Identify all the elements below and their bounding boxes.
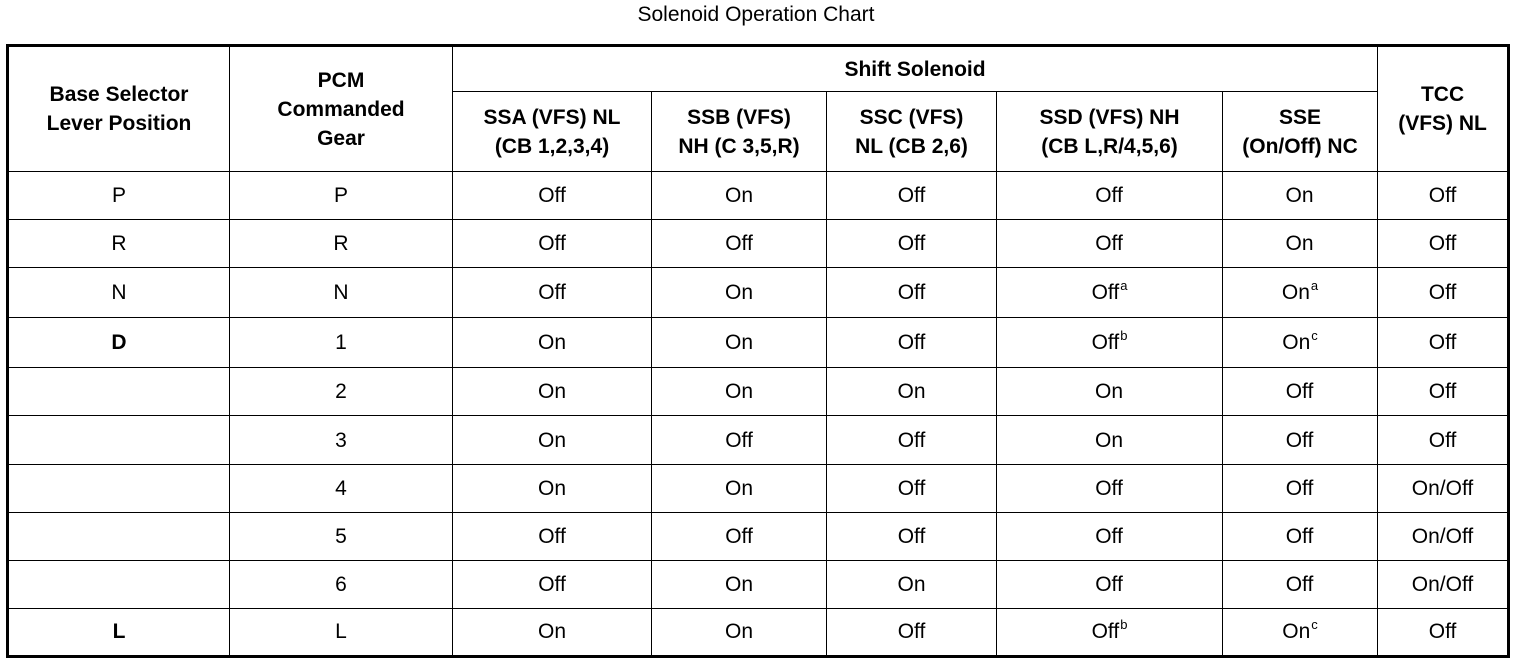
cell-sse-value: On bbox=[1282, 331, 1311, 355]
header-sse-line1: SSE bbox=[1279, 105, 1322, 129]
header-ssb bbox=[652, 92, 827, 172]
cell-gear: 6 bbox=[230, 560, 453, 608]
cell-tcc: Off bbox=[1378, 318, 1509, 368]
cell-ssc: On bbox=[827, 560, 997, 608]
header-sse-line2: (On/Off) NC bbox=[1242, 134, 1358, 158]
cell-ssd bbox=[997, 318, 1223, 368]
cell-selector: L bbox=[8, 608, 230, 656]
cell-selector bbox=[8, 560, 230, 608]
cell-ssb: On bbox=[652, 268, 827, 318]
cell-sse bbox=[1223, 318, 1378, 368]
cell-ssc: On bbox=[827, 368, 997, 416]
header-sse bbox=[1223, 92, 1378, 172]
cell-sse-value: Off bbox=[1285, 524, 1314, 548]
cell-ssc: Off bbox=[827, 512, 997, 560]
table-row bbox=[8, 268, 1509, 318]
header-tcc-line1: TCC bbox=[1420, 83, 1465, 106]
cell-sse bbox=[1223, 172, 1378, 220]
cell-sse-footnote: a bbox=[1310, 278, 1319, 294]
header-ssc bbox=[827, 92, 997, 172]
chart-title: Solenoid Operation Chart bbox=[637, 3, 875, 26]
cell-ssa: On bbox=[453, 368, 652, 416]
cell-ssc: Off bbox=[827, 464, 997, 512]
header-ssa-line1: SSA (VFS) NL bbox=[483, 105, 621, 129]
cell-gear: R bbox=[230, 220, 453, 268]
cell-sse-value: Off bbox=[1285, 572, 1314, 596]
header-base-selector-line1: Base Selector bbox=[49, 83, 189, 106]
cell-ssa: On bbox=[453, 416, 652, 464]
cell-tcc: On/Off bbox=[1378, 464, 1509, 512]
header-ssb-line2: NH (C 3,5,R) bbox=[678, 134, 800, 158]
header-ssd-line1: SSD (VFS) NH bbox=[1039, 105, 1180, 129]
table-row bbox=[8, 368, 1509, 416]
header-ssc-line1: SSC (VFS) bbox=[859, 105, 964, 129]
cell-tcc: On/Off bbox=[1378, 512, 1509, 560]
cell-ssd-value: Off bbox=[1095, 572, 1123, 596]
cell-ssb: On bbox=[652, 172, 827, 220]
cell-ssb: Off bbox=[652, 512, 827, 560]
header-ssa-line2: (CB 1,2,3,4) bbox=[494, 134, 610, 158]
cell-ssb: On bbox=[652, 560, 827, 608]
cell-tcc: Off bbox=[1378, 368, 1509, 416]
header-base-selector-line2: Lever Position bbox=[46, 112, 192, 135]
cell-ssd bbox=[997, 512, 1223, 560]
cell-ssb: Off bbox=[652, 416, 827, 464]
cell-ssd bbox=[997, 368, 1223, 416]
header-pcm-gear-line3: Gear bbox=[317, 126, 365, 150]
cell-gear: 1 bbox=[230, 318, 453, 368]
cell-ssd-value: Off bbox=[1095, 232, 1123, 256]
cell-sse-value: Off bbox=[1285, 380, 1314, 404]
cell-sse bbox=[1223, 464, 1378, 512]
cell-sse-value: On bbox=[1281, 281, 1310, 305]
cell-ssa: On bbox=[453, 464, 652, 512]
cell-gear: L bbox=[230, 608, 453, 656]
solenoid-operation-table bbox=[6, 44, 1510, 658]
cell-sse bbox=[1223, 608, 1378, 656]
table-row bbox=[8, 560, 1509, 608]
cell-selector bbox=[8, 416, 230, 464]
header-base-selector bbox=[8, 46, 230, 172]
header-ssa bbox=[453, 92, 652, 172]
cell-ssd-value: On bbox=[1094, 380, 1123, 404]
cell-ssd bbox=[997, 172, 1223, 220]
header-ssc-line2: NL (CB 2,6) bbox=[855, 134, 968, 158]
cell-sse bbox=[1223, 368, 1378, 416]
cell-tcc: On/Off bbox=[1378, 560, 1509, 608]
table-row bbox=[8, 318, 1509, 368]
cell-selector: D bbox=[8, 318, 230, 368]
cell-tcc: Off bbox=[1378, 608, 1509, 656]
header-ssd bbox=[997, 92, 1223, 172]
cell-ssd bbox=[997, 416, 1223, 464]
table-row bbox=[8, 512, 1509, 560]
cell-ssd bbox=[997, 464, 1223, 512]
cell-sse bbox=[1223, 560, 1378, 608]
cell-gear: P bbox=[230, 172, 453, 220]
cell-ssb: On bbox=[652, 318, 827, 368]
table-row bbox=[8, 464, 1509, 512]
cell-ssa: Off bbox=[453, 512, 652, 560]
cell-sse-value: Off bbox=[1285, 476, 1314, 500]
cell-tcc: Off bbox=[1378, 268, 1509, 318]
cell-sse bbox=[1223, 416, 1378, 464]
header-ssb-line1: SSB (VFS) bbox=[687, 105, 791, 129]
cell-selector bbox=[8, 464, 230, 512]
cell-ssd-value: Off bbox=[1095, 476, 1123, 500]
cell-tcc: Off bbox=[1378, 220, 1509, 268]
cell-tcc: Off bbox=[1378, 416, 1509, 464]
cell-gear: 2 bbox=[230, 368, 453, 416]
cell-ssa: Off bbox=[453, 220, 652, 268]
cell-sse-value: Off bbox=[1285, 428, 1314, 452]
header-row-1 bbox=[8, 46, 1509, 92]
cell-ssd-footnote: b bbox=[1120, 328, 1128, 344]
cell-ssc: Off bbox=[827, 416, 997, 464]
cell-ssb: On bbox=[652, 608, 827, 656]
cell-ssc: Off bbox=[827, 318, 997, 368]
cell-ssc: Off bbox=[827, 172, 997, 220]
header-tcc bbox=[1378, 46, 1509, 172]
cell-ssa: Off bbox=[453, 268, 652, 318]
cell-ssd bbox=[997, 268, 1223, 318]
cell-ssd-value: Off bbox=[1091, 620, 1120, 644]
cell-sse-value: On bbox=[1285, 184, 1314, 208]
cell-ssa: Off bbox=[453, 560, 652, 608]
cell-tcc: Off bbox=[1378, 172, 1509, 220]
header-ssd-line2: (CB L,R/4,5,6) bbox=[1041, 134, 1178, 158]
header-shift-solenoid-group: Shift Solenoid bbox=[453, 46, 1378, 92]
cell-gear: N bbox=[230, 268, 453, 318]
table-row bbox=[8, 608, 1509, 656]
cell-ssc: Off bbox=[827, 220, 997, 268]
cell-gear: 4 bbox=[230, 464, 453, 512]
cell-sse-footnote: c bbox=[1311, 617, 1318, 633]
cell-ssd-footnote: b bbox=[1120, 617, 1128, 633]
cell-ssb: On bbox=[652, 368, 827, 416]
cell-ssc: Off bbox=[827, 608, 997, 656]
table-row bbox=[8, 172, 1509, 220]
cell-ssd-value: Off bbox=[1095, 524, 1123, 548]
cell-ssd-value: Off bbox=[1095, 184, 1123, 208]
cell-ssd bbox=[997, 560, 1223, 608]
table-row bbox=[8, 416, 1509, 464]
cell-sse-footnote: c bbox=[1311, 328, 1318, 344]
cell-sse-value: On bbox=[1285, 232, 1314, 256]
cell-selector bbox=[8, 512, 230, 560]
header-pcm-gear bbox=[230, 46, 453, 172]
cell-ssa: On bbox=[453, 318, 652, 368]
cell-ssd bbox=[997, 220, 1223, 268]
cell-ssa: Off bbox=[453, 172, 652, 220]
cell-ssd-value: Off bbox=[1091, 281, 1120, 305]
cell-sse bbox=[1223, 512, 1378, 560]
cell-selector: N bbox=[8, 268, 230, 318]
cell-ssd bbox=[997, 608, 1223, 656]
cell-selector: P bbox=[8, 172, 230, 220]
table-row bbox=[8, 220, 1509, 268]
cell-sse bbox=[1223, 220, 1378, 268]
cell-selector bbox=[8, 368, 230, 416]
cell-sse bbox=[1223, 268, 1378, 318]
cell-selector: R bbox=[8, 220, 230, 268]
cell-gear: 3 bbox=[230, 416, 453, 464]
cell-ssd-footnote: a bbox=[1120, 278, 1128, 294]
cell-ssd-value: Off bbox=[1091, 331, 1120, 355]
cell-sse-value: On bbox=[1282, 620, 1311, 644]
header-pcm-gear-line2: Commanded bbox=[277, 97, 405, 121]
header-tcc-line2: (VFS) NL bbox=[1398, 112, 1487, 135]
cell-ssd-value: On bbox=[1094, 428, 1123, 452]
header-pcm-gear-line1: PCM bbox=[317, 68, 365, 92]
cell-ssb: On bbox=[652, 464, 827, 512]
cell-ssb: Off bbox=[652, 220, 827, 268]
cell-gear: 5 bbox=[230, 512, 453, 560]
cell-ssc: Off bbox=[827, 268, 997, 318]
cell-ssa: On bbox=[453, 608, 652, 656]
